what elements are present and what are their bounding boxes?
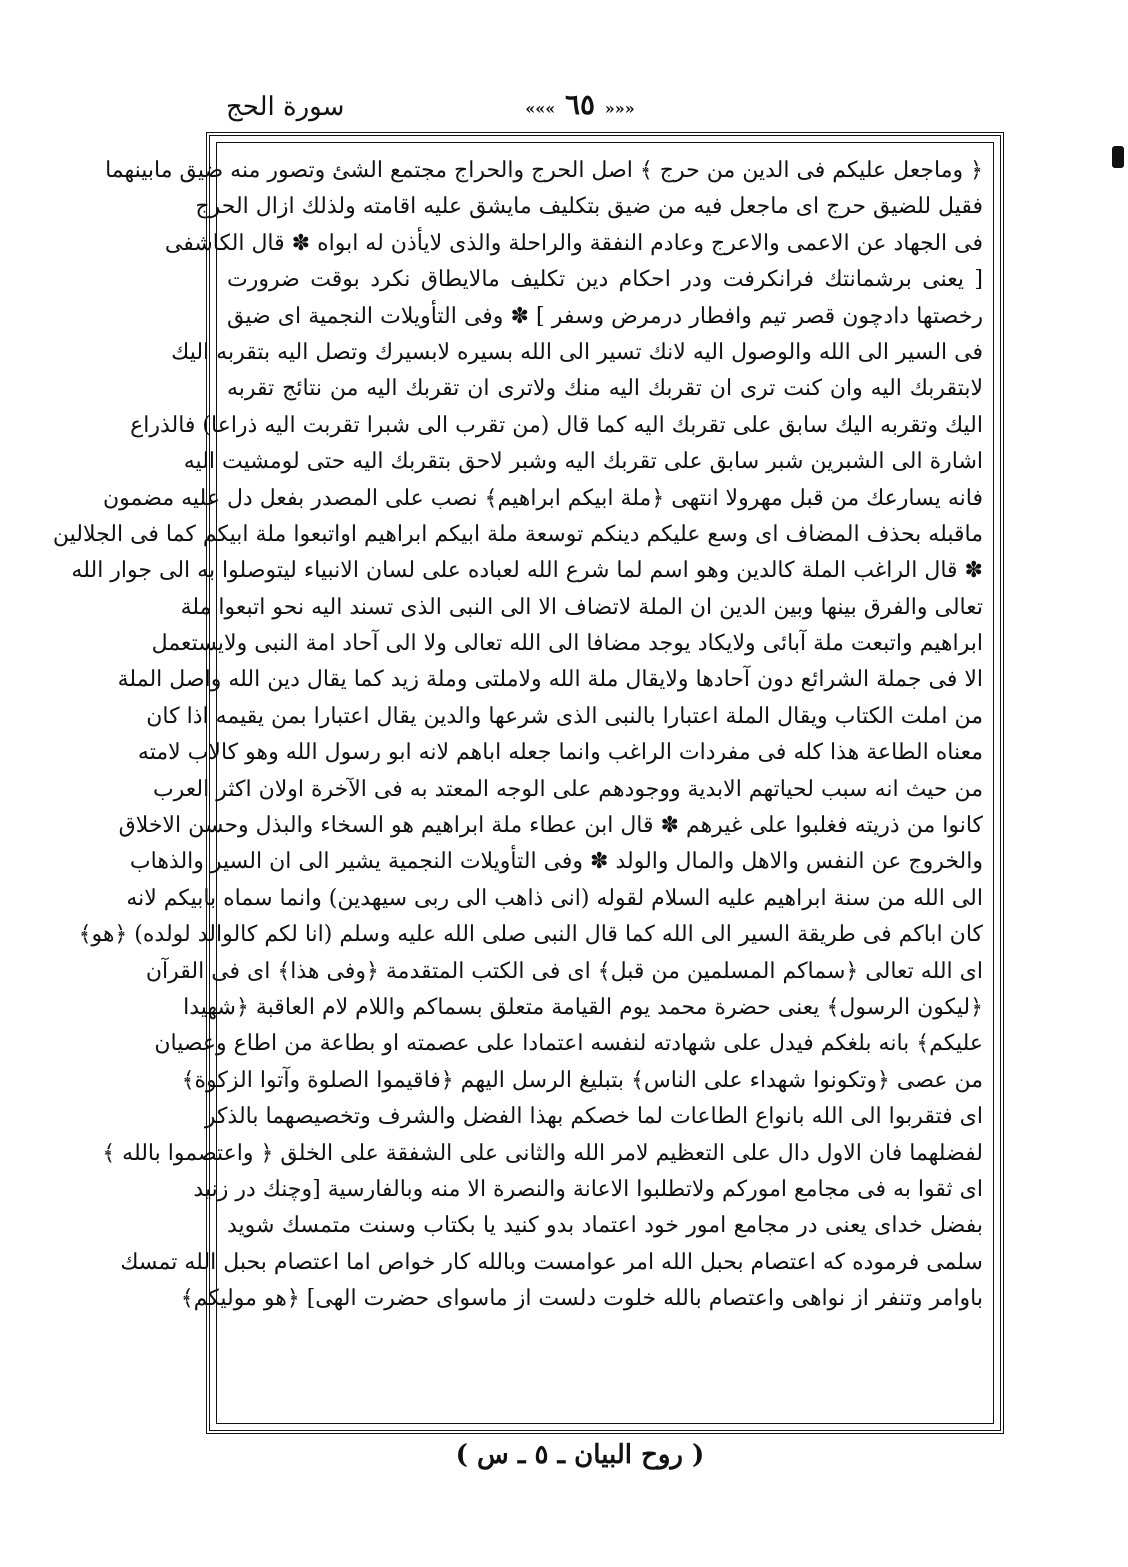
footer-signature: ( روح البيان ـ ٥ ـ س ): [455, 1440, 705, 1470]
text-line: من املت الكتاب ويقال الملة اعتبارا بالنبى الذى شرعها والدين يقال اعتبارا بمن يقيمه اذا كان: [146, 703, 983, 729]
text-line: عليكم﴾ بانه بلغكم فيدل على شهادته لنفسه اعتمادا على عصمته او بطاعة من اطاع وعصيان: [154, 1031, 983, 1057]
text-line: تعالى والفرق بينها وبين الدين ان الملة لاتضاف الا الى النبى الذى تسند اليه نحو اتبعوا ملة: [180, 594, 983, 620]
text-line: لابتقربك اليه وان كنت ترى ان تقربك اليه منك ولاترى ان تقربك اليه من نتائج تقربه: [227, 376, 983, 402]
text-line: من عصى ﴿وتكونوا شهداء على الناس﴾ بتبليغ الرسل اليهم ﴿فاقيموا الصلوة وآتوا الزكوة﴾: [181, 1067, 983, 1093]
text-line: [ يعنى برشمانتك فرانكرفت ودر احكام دين تكليف مالايطاق نكرد بوقت ضرورت: [227, 267, 983, 293]
text-line: الا فى جملة الشرائع دون آحادها ولايقال ملة الله ولاملتى وملة زيد كما يقال دين الله واصل الملة: [117, 667, 983, 693]
text-line: رخصتها دادچون قصر تيم وافطار درمرض وسفر ] ✽ وفى التأويلات النجمية اى ضيق: [227, 303, 983, 329]
text-line: معناه الطاعة هذا كله فى مفردات الراغب وانما جعله اباهم لانه ابو رسول الله وهو كالاب لامته: [137, 740, 983, 766]
text-line: كانوا من ذريته فغلبوا على غيرهم ✽ قال ابن عطاء ملة ابراهيم هو السخاء والبذل وحسن الاخلاق: [118, 813, 983, 839]
text-line: اى الله تعالى ﴿سماكم المسلمين من قبل﴾ اى فى الكتب المتقدمة ﴿وفى هذا﴾ اى فى القرآن: [145, 958, 983, 984]
page-number: ٦٥: [564, 88, 596, 121]
ornament-right: »»»: [604, 99, 635, 118]
text-line: اشارة الى الشبرين شبر سابق على تقربك اليه وشبر لاحق بتقربك اليه حتى لومشيت اليه: [183, 449, 983, 475]
text-line: ابراهيم واتبعت ملة آبائى ولايكاد يوجد مضافا الى الله تعالى ولا الى آحاد امة النبى ولايستعمل: [151, 631, 983, 657]
text-line: الى الله من سنة ابراهيم عليه السلام لقوله (انى ذاهب الى ربى سيهدين) وانما سماه بابيكم لانه: [126, 885, 983, 911]
text-line: كان اباكم فى طريقة السير الى الله كما قال النبى صلى الله عليه وسلم (انا لكم كالوالد لولده) ﴿هو﴾: [78, 922, 983, 948]
ornament-left: «««: [525, 99, 556, 118]
text-line: اى ثقوا به فى مجامع اموركم ولاتطلبوا الاعانة والنصرة الا منه وبالفارسية [وچنك در زنيد: [193, 1176, 983, 1202]
text-line: اليك وتقربه اليك سابق على تقربك اليه كما قال (من تقرب الى شبرا تقربت اليه ذراعا) فالذراع: [130, 412, 983, 438]
text-line: فانه يسارعك من قبل مهرولا انتهى ﴿ملة ابيكم ابراهيم﴾ نصب على المصدر بفعل دل عليه مضمون: [103, 485, 983, 511]
text-line: والخروج عن النفس والاهل والمال والولد ✽ وفى التأويلات النجمية يشير الى ان السير والذهاب: [129, 849, 983, 875]
text-line: سلمى فرموده كه اعتصام بحبل الله امر عوامست وبالله كار خواص اما اعتصام بحبل الله تمسك: [120, 1249, 983, 1275]
surah-title: سورة الحج: [226, 92, 345, 122]
text-line: ﴿ليكون الرسول﴾ يعنى حضرة محمد يوم القيامة متعلق بسماكم واللام لام العاقبة ﴿شهيدا: [183, 994, 983, 1020]
page-number-block: [520, 88, 640, 121]
margin-mark: [1112, 146, 1124, 168]
text-line: باوامر وتنفر از نواهى واعتصام بالله خلوت دلست از ماسواى حضرت الهى] ﴿هو موليكم﴾: [180, 1286, 983, 1312]
text-line: اى فتقربوا الى الله بانواع الطاعات لما خصكم بهذا الفضل والشرف وتخصيصهما بالذكر: [204, 1104, 983, 1130]
text-line: فى السير الى الله والوصول اليه لانك تسير الى الله بسيره لابسيرك وتصل اليه بتقربه اليك: [171, 339, 983, 365]
text-line: فى الجهاد عن الاعمى والاعرج وعادم النفقة والراحلة والذى لايأذن له ابواه ✽ قال الكاشفى: [164, 230, 983, 256]
text-line: ✽ قال الراغب الملة كالدين وهو اسم لما شرع الله لعباده على لسان الانبياء ليتوصلوا به الى جوار الله: [71, 558, 983, 584]
body-text: [52, 153, 983, 1415]
text-line: لفضلهما فان الاول دال على التعظيم لامر الله والثانى على الشفقة على الخلق ﴿ واعتصموا بالله ﴾: [102, 1140, 983, 1166]
text-line: بفضل خداى يعنى در مجامع امور خود اعتماد بدو كنيد يا بكتاب وسنت متمسك شويد: [227, 1213, 983, 1239]
text-frame-inner: [52, 142, 994, 1424]
text-line: ماقبله بحذف المضاف اى وسع عليكم دينكم توسعة ملة ابيكم ابراهيم اواتبعوا ملة ابيكم كما فى الجلالين: [52, 521, 983, 547]
text-frame: [52, 132, 1004, 1434]
text-line: من حيث انه سبب لحياتهم الابدية ووجودهم على الوجه المعتد به فى الآخرة اولان اكثر العرب: [152, 776, 983, 802]
text-line: فقيل للضيق حرج اى ماجعل فيه من ضيق بتكليف مايشق عليه اقامته ولذلك ازال الحرج: [195, 194, 983, 220]
text-line: ﴿ وماجعل عليكم فى الدين من حرج ﴾ اصل الحرج والحراج مجتمع الشئ وتصور منه ضيق مابينهما: [105, 158, 983, 183]
